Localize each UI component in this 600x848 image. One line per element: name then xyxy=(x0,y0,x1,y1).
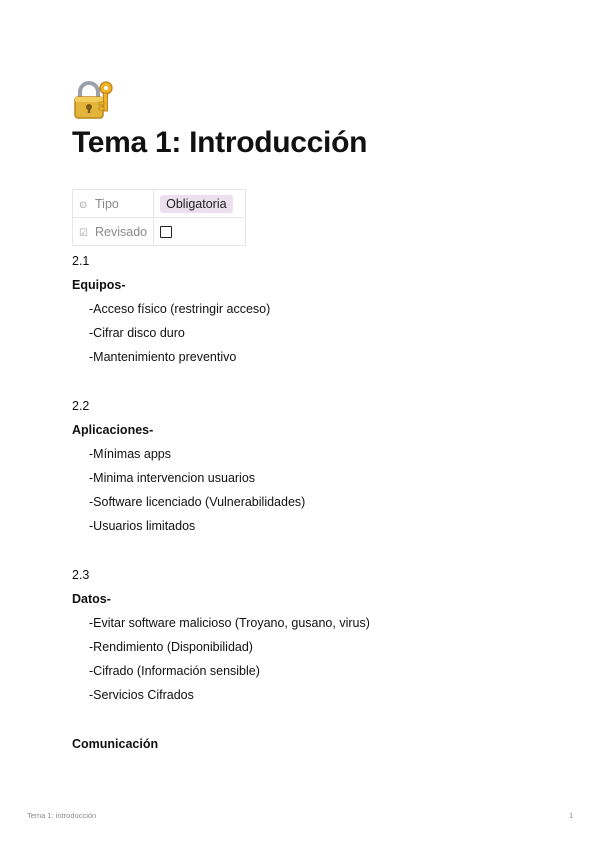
list-item: -Usuarios limitados xyxy=(89,519,196,533)
property-value-cell[interactable] xyxy=(154,190,246,218)
section-heading-text: Datos xyxy=(72,592,107,606)
section-heading-suffix: - xyxy=(121,278,126,292)
section-number: 2.3 xyxy=(72,568,90,582)
select-icon: ⊙ xyxy=(79,199,88,211)
list-item: -Mínimas apps xyxy=(89,447,171,461)
list-item: -Acceso físico (restringir acceso) xyxy=(89,302,271,316)
list-item: -Evitar software malicioso (Troyano, gusano, virus) xyxy=(89,616,370,630)
revisado-checkbox[interactable] xyxy=(160,226,172,238)
section-number: 2.1 xyxy=(72,254,90,268)
lock-with-key-icon xyxy=(72,80,114,120)
list-item: -Rendimiento (Disponibilidad) xyxy=(89,640,253,654)
list-item: -Mantenimiento preventivo xyxy=(89,350,237,364)
property-row-tipo xyxy=(73,190,246,218)
section-heading-text: Equipos xyxy=(72,278,122,292)
section-heading-suffix: - xyxy=(106,592,111,606)
page-title: Tema 1: Introducción xyxy=(72,126,368,159)
list-item: -Minima intervencion usuarios xyxy=(89,471,256,485)
section-heading xyxy=(72,591,111,607)
section-heading-text: Aplicaciones xyxy=(72,423,150,437)
footer-title: Tema 1: introducción xyxy=(27,811,97,820)
section-number: 2.2 xyxy=(72,399,90,413)
list-item: -Cifrado (Información sensible) xyxy=(89,664,260,678)
section-heading-comunicacion: Comunicación xyxy=(72,737,159,751)
section-heading xyxy=(72,422,153,438)
property-label: Revisado xyxy=(95,224,148,239)
page-number: 1 xyxy=(569,811,574,820)
property-value-cell[interactable] xyxy=(154,218,246,246)
list-item: -Software licenciado (Vulnerabilidades) xyxy=(89,495,306,509)
tipo-tag[interactable]: Obligatoria xyxy=(160,195,232,213)
property-name-cell xyxy=(73,218,154,246)
section-heading-suffix: - xyxy=(149,423,154,437)
list-item: -Cifrar disco duro xyxy=(89,326,185,340)
section-heading xyxy=(72,277,125,293)
checkbox-property-icon: ☑ xyxy=(79,227,88,239)
property-name-cell xyxy=(73,190,154,218)
properties-table xyxy=(72,189,246,246)
property-label: Tipo xyxy=(95,196,119,211)
list-item: -Servicios Cifrados xyxy=(89,688,194,702)
property-row-revisado xyxy=(73,218,246,246)
